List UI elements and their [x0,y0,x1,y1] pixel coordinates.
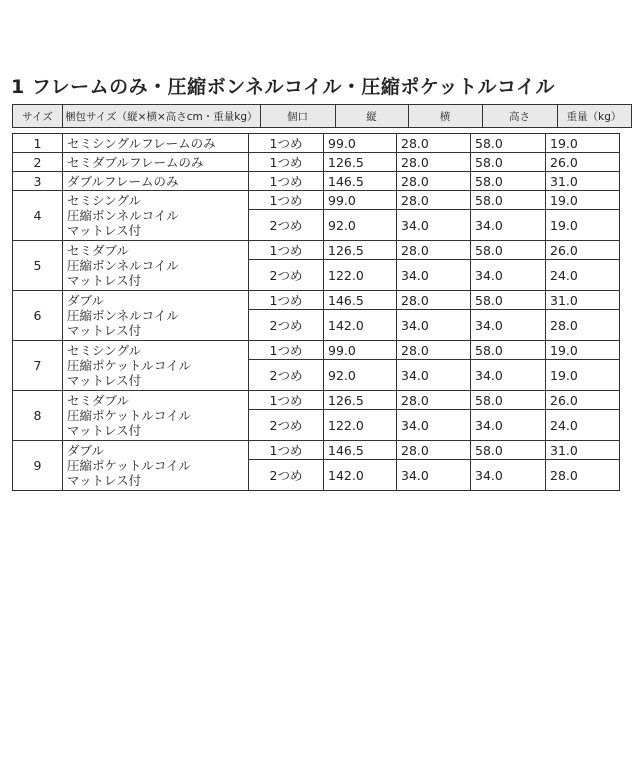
spec-table [12,133,620,491]
size-cell: 5 [13,241,63,291]
size-cell: 2 [13,153,63,172]
height-cell: 34.0 [471,260,546,291]
size-cell: 3 [13,172,63,191]
header-pieces: 個口 [260,105,335,128]
width-cell: 28.0 [397,191,471,210]
table-row [13,134,620,153]
weight-cell: 26.0 [546,153,620,172]
length-cell: 99.0 [324,191,397,210]
table-row [13,341,620,360]
pieces-cell: 2つめ [249,360,324,391]
product-name-cell: ダブルフレームのみ [63,172,249,191]
length-cell: 92.0 [324,210,397,241]
table-row [13,191,620,210]
height-cell: 58.0 [471,441,546,460]
product-name-cell: セミダブル 圧縮ポケットルコイル マットレス付 [63,391,249,441]
header-height: 高さ [482,105,557,128]
height-cell: 58.0 [471,291,546,310]
height-cell: 34.0 [471,210,546,241]
header-table [12,104,632,128]
length-cell: 99.0 [324,134,397,153]
height-cell: 34.0 [471,410,546,441]
length-cell: 126.5 [324,391,397,410]
pieces-cell: 1つめ [249,341,324,360]
weight-cell: 19.0 [546,210,620,241]
weight-cell: 31.0 [546,291,620,310]
height-cell: 34.0 [471,310,546,341]
table-row [13,391,620,410]
size-cell: 1 [13,134,63,153]
weight-cell: 19.0 [546,191,620,210]
height-cell: 58.0 [471,153,546,172]
weight-cell: 19.0 [546,134,620,153]
weight-cell: 26.0 [546,391,620,410]
length-cell: 99.0 [324,341,397,360]
pieces-cell: 1つめ [249,291,324,310]
length-cell: 122.0 [324,410,397,441]
pieces-cell: 2つめ [249,410,324,441]
width-cell: 28.0 [397,391,471,410]
pieces-cell: 2つめ [249,460,324,491]
length-cell: 92.0 [324,360,397,391]
length-cell: 126.5 [324,241,397,260]
height-cell: 58.0 [471,391,546,410]
pieces-cell: 1つめ [249,391,324,410]
width-cell: 34.0 [397,410,471,441]
weight-cell: 24.0 [546,410,620,441]
width-cell: 34.0 [397,310,471,341]
length-cell: 142.0 [324,460,397,491]
length-cell: 146.5 [324,291,397,310]
width-cell: 34.0 [397,260,471,291]
pieces-cell: 1つめ [249,153,324,172]
product-name-cell: セミシングル 圧縮ポケットルコイル マットレス付 [63,341,249,391]
table-row [13,241,620,260]
width-cell: 28.0 [397,241,471,260]
weight-cell: 19.0 [546,341,620,360]
pieces-cell: 2つめ [249,210,324,241]
product-name-cell: セミシングル 圧縮ボンネルコイル マットレス付 [63,191,249,241]
product-name-cell: セミシングルフレームのみ [63,134,249,153]
pieces-cell: 1つめ [249,241,324,260]
pieces-cell: 1つめ [249,134,324,153]
size-cell: 4 [13,191,63,241]
size-cell: 9 [13,441,63,491]
height-cell: 58.0 [471,172,546,191]
table-row [13,291,620,310]
header-length: 縦 [335,105,408,128]
length-cell: 126.5 [324,153,397,172]
table-row [13,172,620,191]
length-cell: 146.5 [324,441,397,460]
header-package-size: 梱包サイズ（縦×横×高さcm・重量kg） [63,105,261,128]
page-title: 1 フレームのみ・圧縮ボンネルコイル・圧縮ポケットルコイル [11,76,555,98]
product-name-cell: セミダブルフレームのみ [63,153,249,172]
size-cell: 7 [13,341,63,391]
header-weight: 重量（kg） [557,105,631,128]
weight-cell: 19.0 [546,360,620,391]
length-cell: 146.5 [324,172,397,191]
pieces-cell: 1つめ [249,191,324,210]
width-cell: 28.0 [397,441,471,460]
weight-cell: 31.0 [546,441,620,460]
weight-cell: 31.0 [546,172,620,191]
height-cell: 58.0 [471,241,546,260]
weight-cell: 28.0 [546,310,620,341]
table-row [13,153,620,172]
header-row [13,105,632,128]
height-cell: 34.0 [471,460,546,491]
product-name-cell: セミダブル 圧縮ボンネルコイル マットレス付 [63,241,249,291]
height-cell: 58.0 [471,341,546,360]
height-cell: 58.0 [471,191,546,210]
width-cell: 34.0 [397,360,471,391]
length-cell: 142.0 [324,310,397,341]
pieces-cell: 2つめ [249,310,324,341]
width-cell: 28.0 [397,291,471,310]
width-cell: 28.0 [397,153,471,172]
product-name-cell: ダブル 圧縮ポケットルコイル マットレス付 [63,441,249,491]
width-cell: 28.0 [397,341,471,360]
header-size: サイズ [13,105,63,128]
weight-cell: 24.0 [546,260,620,291]
width-cell: 34.0 [397,460,471,491]
pieces-cell: 2つめ [249,260,324,291]
length-cell: 122.0 [324,260,397,291]
size-cell: 8 [13,391,63,441]
weight-cell: 26.0 [546,241,620,260]
width-cell: 34.0 [397,210,471,241]
pieces-cell: 1つめ [249,172,324,191]
width-cell: 28.0 [397,134,471,153]
table-row [13,441,620,460]
product-name-cell: ダブル 圧縮ボンネルコイル マットレス付 [63,291,249,341]
weight-cell: 28.0 [546,460,620,491]
header-width: 横 [408,105,482,128]
width-cell: 28.0 [397,172,471,191]
size-cell: 6 [13,291,63,341]
height-cell: 34.0 [471,360,546,391]
height-cell: 58.0 [471,134,546,153]
pieces-cell: 1つめ [249,441,324,460]
